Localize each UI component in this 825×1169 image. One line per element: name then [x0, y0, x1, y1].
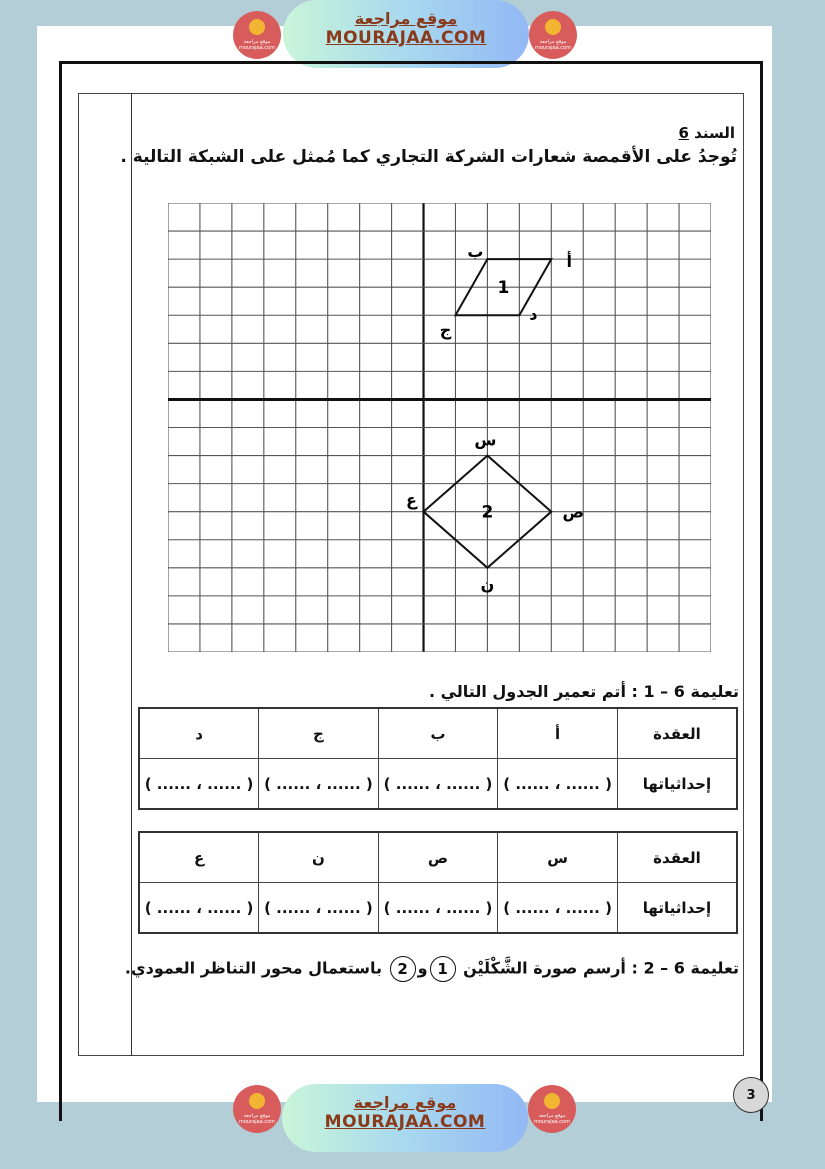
node-cell: ب: [378, 708, 498, 759]
logo-domain: mourajaa.com: [238, 1119, 275, 1125]
section-label: السند: [694, 124, 735, 142]
coordinate-blank[interactable]: ( ...... ، ...... ): [259, 883, 379, 934]
instruction-2-text-end: باستعمال محور التناظر العمودي.: [124, 958, 382, 978]
conjunction: و: [417, 958, 428, 978]
coordinate-blank[interactable]: ( ...... ، ...... ): [378, 759, 498, 810]
node-cell: أ: [498, 708, 618, 759]
logo-caption: موقع مراجعة: [539, 39, 567, 45]
grid-svg: [168, 203, 711, 652]
logo-caption: موقع مراجعة: [538, 1113, 566, 1119]
coordinate-blank[interactable]: ( ...... ، ...... ): [259, 759, 379, 810]
node-cell: د: [139, 708, 259, 759]
site-banner-bottom[interactable]: [282, 1084, 528, 1152]
table-header-row: [139, 832, 737, 883]
instruction-1: [429, 682, 739, 701]
coordinate-grid: [168, 203, 711, 652]
section-number: 6: [678, 124, 689, 142]
site-logo-right[interactable]: [529, 11, 577, 59]
instruction-2-text: أرسم صورة الشَّكْلَيْن: [463, 958, 626, 978]
node-cell: ص: [378, 832, 498, 883]
site-logo-left-bottom[interactable]: [233, 1085, 281, 1133]
margin-divider: [131, 93, 132, 1056]
site-logo-left[interactable]: [233, 11, 281, 59]
book-icon: [249, 19, 265, 35]
coordinate-blank[interactable]: ( ...... ، ...... ): [139, 759, 259, 810]
coordinate-blank[interactable]: ( ...... ، ...... ): [139, 883, 259, 934]
header-label-cell: العقدة: [617, 708, 737, 759]
table-row: [139, 883, 737, 934]
table-header-row: [139, 708, 737, 759]
book-icon: [544, 1093, 560, 1109]
logo-caption: موقع مراجعة: [243, 1113, 271, 1119]
site-logo-right-bottom[interactable]: [528, 1085, 576, 1133]
coordinate-blank[interactable]: ( ...... ، ...... ): [498, 883, 618, 934]
section-intro: تُوجدُ على الأقمصة شعارات الشركة التجاري كما مُمثل على الشبكة التالية .: [120, 147, 737, 167]
vertex-label: ن: [480, 574, 495, 594]
vertex-label: د: [529, 304, 538, 324]
coordinates-table-2: [138, 831, 738, 934]
row-label-cell: إحداثياتها: [617, 883, 737, 934]
coordinate-blank[interactable]: ( ...... ، ...... ): [498, 759, 618, 810]
logo-caption: موقع مراجعة: [243, 39, 271, 45]
logo-domain: mourajaa.com: [533, 1119, 570, 1125]
shape-1-parallelogram-number: 1: [497, 278, 510, 299]
shape-2-rhombus-number: 2: [481, 502, 494, 523]
instruction-1-label: تعليمة 6 – 1 :: [631, 682, 739, 701]
header-label-cell: العقدة: [617, 832, 737, 883]
node-cell: ج: [259, 708, 379, 759]
instruction-2-label: تعليمة 6 – 2 :: [631, 958, 739, 978]
coordinates-table-1: [138, 707, 738, 810]
vertex-label: س: [474, 430, 497, 450]
row-label-cell: إحداثياتها: [617, 759, 737, 810]
node-cell: ع: [139, 832, 259, 883]
logo-domain: mourajaa.com: [534, 45, 571, 51]
book-icon: [545, 19, 561, 35]
node-cell: س: [498, 832, 618, 883]
node-cell: ن: [259, 832, 379, 883]
vertex-label: ع: [406, 490, 417, 510]
site-name-arabic[interactable]: موقع مراجعة: [353, 1093, 457, 1112]
site-banner-top[interactable]: [283, 0, 529, 68]
vertex-label: ج: [439, 320, 452, 340]
book-icon: [249, 1093, 265, 1109]
instruction-1-text: أتم تعمير الجدول التالي .: [428, 682, 626, 701]
page-number: 3: [733, 1077, 769, 1113]
instruction-2: [125, 956, 739, 982]
coordinate-blank[interactable]: ( ...... ، ...... ): [378, 883, 498, 934]
shape-1-badge: 1: [430, 956, 456, 982]
site-name-arabic[interactable]: موقع مراجعة: [354, 9, 458, 28]
vertex-label: ب: [467, 242, 484, 262]
site-domain-link[interactable]: MOURAJAA.COM: [325, 28, 487, 48]
shape-2-badge: 2: [390, 956, 416, 982]
logo-domain: mourajaa.com: [238, 45, 275, 51]
vertex-label: ص: [562, 502, 585, 522]
vertex-label: أ: [566, 252, 573, 272]
site-domain-link[interactable]: MOURAJAA.COM: [324, 1112, 486, 1132]
table-row: [139, 759, 737, 810]
section-title: [679, 124, 736, 142]
